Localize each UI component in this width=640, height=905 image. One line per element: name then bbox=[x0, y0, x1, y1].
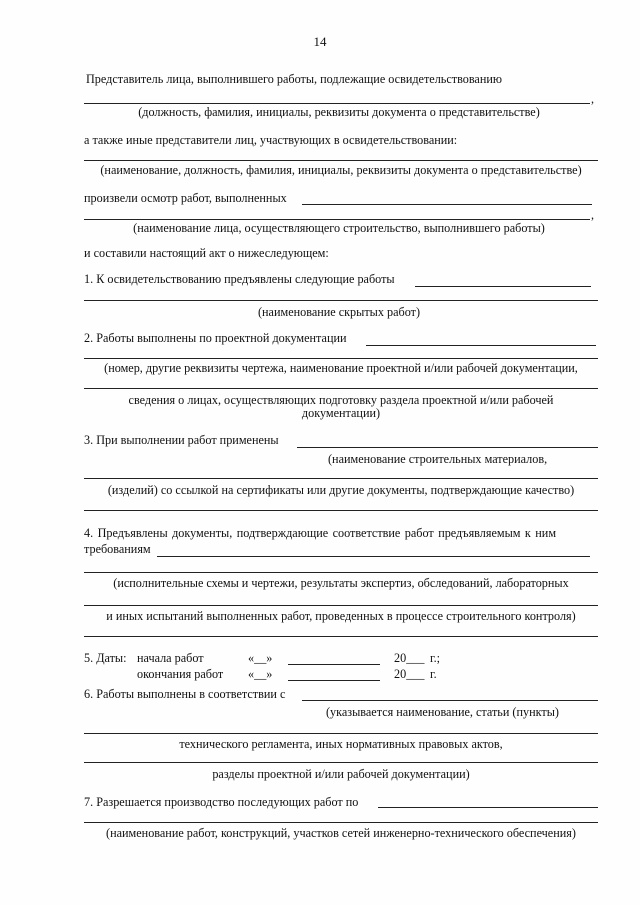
end-month-field[interactable] bbox=[288, 680, 380, 681]
start-year-field[interactable]: 20___ bbox=[394, 651, 425, 665]
item2-label: 2. Работы выполнены по проектной документации bbox=[84, 331, 347, 345]
item3-label: 3. При выполнении работ применены bbox=[84, 433, 279, 447]
item7-line-1[interactable] bbox=[378, 807, 598, 808]
item4-line-2: требованиям bbox=[84, 542, 151, 556]
item6-caption-3: разделы проектной и/или рабочей документации) bbox=[212, 767, 470, 781]
item4-caption-1: (исполнительные схемы и чертежи, результаты экспертиз, обследований, лабораторных bbox=[113, 576, 569, 590]
start-month-field[interactable] bbox=[288, 664, 380, 665]
item6-line-2[interactable] bbox=[84, 733, 598, 734]
start-day-field[interactable]: «__» bbox=[248, 651, 273, 665]
item6-line-1[interactable] bbox=[302, 700, 598, 701]
inspection-line-2[interactable] bbox=[84, 219, 590, 220]
item7-caption: (наименование работ, конструкций, участков сетей инженерно-технического обеспечения) bbox=[106, 826, 576, 840]
item2-line-3[interactable] bbox=[84, 388, 598, 389]
item7-label: 7. Разрешается производство последующих работ по bbox=[84, 795, 359, 809]
item4-line-c[interactable] bbox=[84, 605, 598, 606]
item6-caption-1: (указывается наименование, статьи (пункты) bbox=[326, 705, 559, 719]
item2-caption-1: (номер, другие реквизиты чертежа, наименование проектной и/или рабочей документации, bbox=[104, 361, 578, 375]
other-reps-caption: (наименование, должность, фамилия, инициалы, реквизиты документа о представительстве) bbox=[100, 163, 582, 177]
end-year-suffix: г. bbox=[430, 667, 437, 681]
item4-line-1: 4. Предъявлены документы, подтверждающие соответствие работ предъявляемым к ним bbox=[84, 526, 557, 540]
item2-caption-2: сведения о лицах, осуществляющих подготовку раздела проектной и/или рабочей bbox=[128, 393, 554, 407]
end-date-label: окончания работ bbox=[137, 667, 224, 681]
item2-line-1[interactable] bbox=[366, 345, 596, 346]
item6-caption-2: технического регламента, иных нормативных правовых актов, bbox=[179, 737, 503, 751]
other-reps-line[interactable] bbox=[84, 160, 598, 161]
item3-line-1[interactable] bbox=[297, 447, 598, 448]
inspection-line-1[interactable] bbox=[302, 204, 592, 205]
inspection-caption: (наименование лица, осуществляющего строительство, выполнившего работы) bbox=[133, 221, 545, 235]
item4-line-d[interactable] bbox=[84, 636, 598, 637]
item4-line-a[interactable] bbox=[157, 556, 590, 557]
page-number: 14 bbox=[313, 34, 327, 49]
rep-performer-label: Представитель лица, выполнившего работы, подлежащие освидетельствованию bbox=[86, 72, 502, 86]
item3-line-3[interactable] bbox=[84, 510, 598, 511]
item1-caption: (наименование скрытых работ) bbox=[257, 305, 421, 319]
item6-label: 6. Работы выполнены в соответствии с bbox=[84, 687, 286, 701]
item1-label: 1. К освидетельствованию предъявлены следующие работы bbox=[84, 272, 395, 286]
item7-line-2[interactable] bbox=[84, 822, 598, 823]
item4-line-b[interactable] bbox=[84, 572, 598, 573]
inspection-comma: , bbox=[591, 208, 595, 222]
end-year-field[interactable]: 20___ bbox=[394, 667, 425, 681]
end-day-field[interactable]: «__» bbox=[248, 667, 273, 681]
item3-line-2[interactable] bbox=[84, 478, 598, 479]
rep-performer-comma: , bbox=[591, 92, 595, 106]
item2-caption-3: документации) bbox=[301, 406, 381, 420]
item4-caption-2: и иных испытаний выполненных работ, проведенных в процессе строительного контроля) bbox=[106, 609, 576, 623]
item2-line-2[interactable] bbox=[84, 358, 598, 359]
item3-caption-2: (изделий) со ссылкой на сертификаты или другие документы, подтверждающие качество) bbox=[107, 483, 575, 497]
other-reps-label: а также иные представители лиц, участвующих в освидетельствовании: bbox=[84, 133, 458, 147]
item3-caption-1: (наименование строительных материалов, bbox=[328, 452, 548, 466]
rep-performer-line[interactable] bbox=[84, 103, 590, 104]
item6-line-3[interactable] bbox=[84, 762, 598, 763]
start-year-suffix: г.; bbox=[430, 651, 441, 665]
compiled-text: и составили настоящий акт о нижеследующем: bbox=[84, 246, 329, 260]
item5-label: 5. Даты: bbox=[84, 651, 127, 665]
item1-line-1[interactable] bbox=[415, 286, 591, 287]
inspection-label: произвели осмотр работ, выполненных bbox=[84, 191, 287, 205]
rep-performer-caption: (должность, фамилия, инициалы, реквизиты документа о представительстве) bbox=[138, 105, 540, 119]
item1-line-2[interactable] bbox=[84, 300, 598, 301]
start-date-label: начала работ bbox=[137, 651, 204, 665]
